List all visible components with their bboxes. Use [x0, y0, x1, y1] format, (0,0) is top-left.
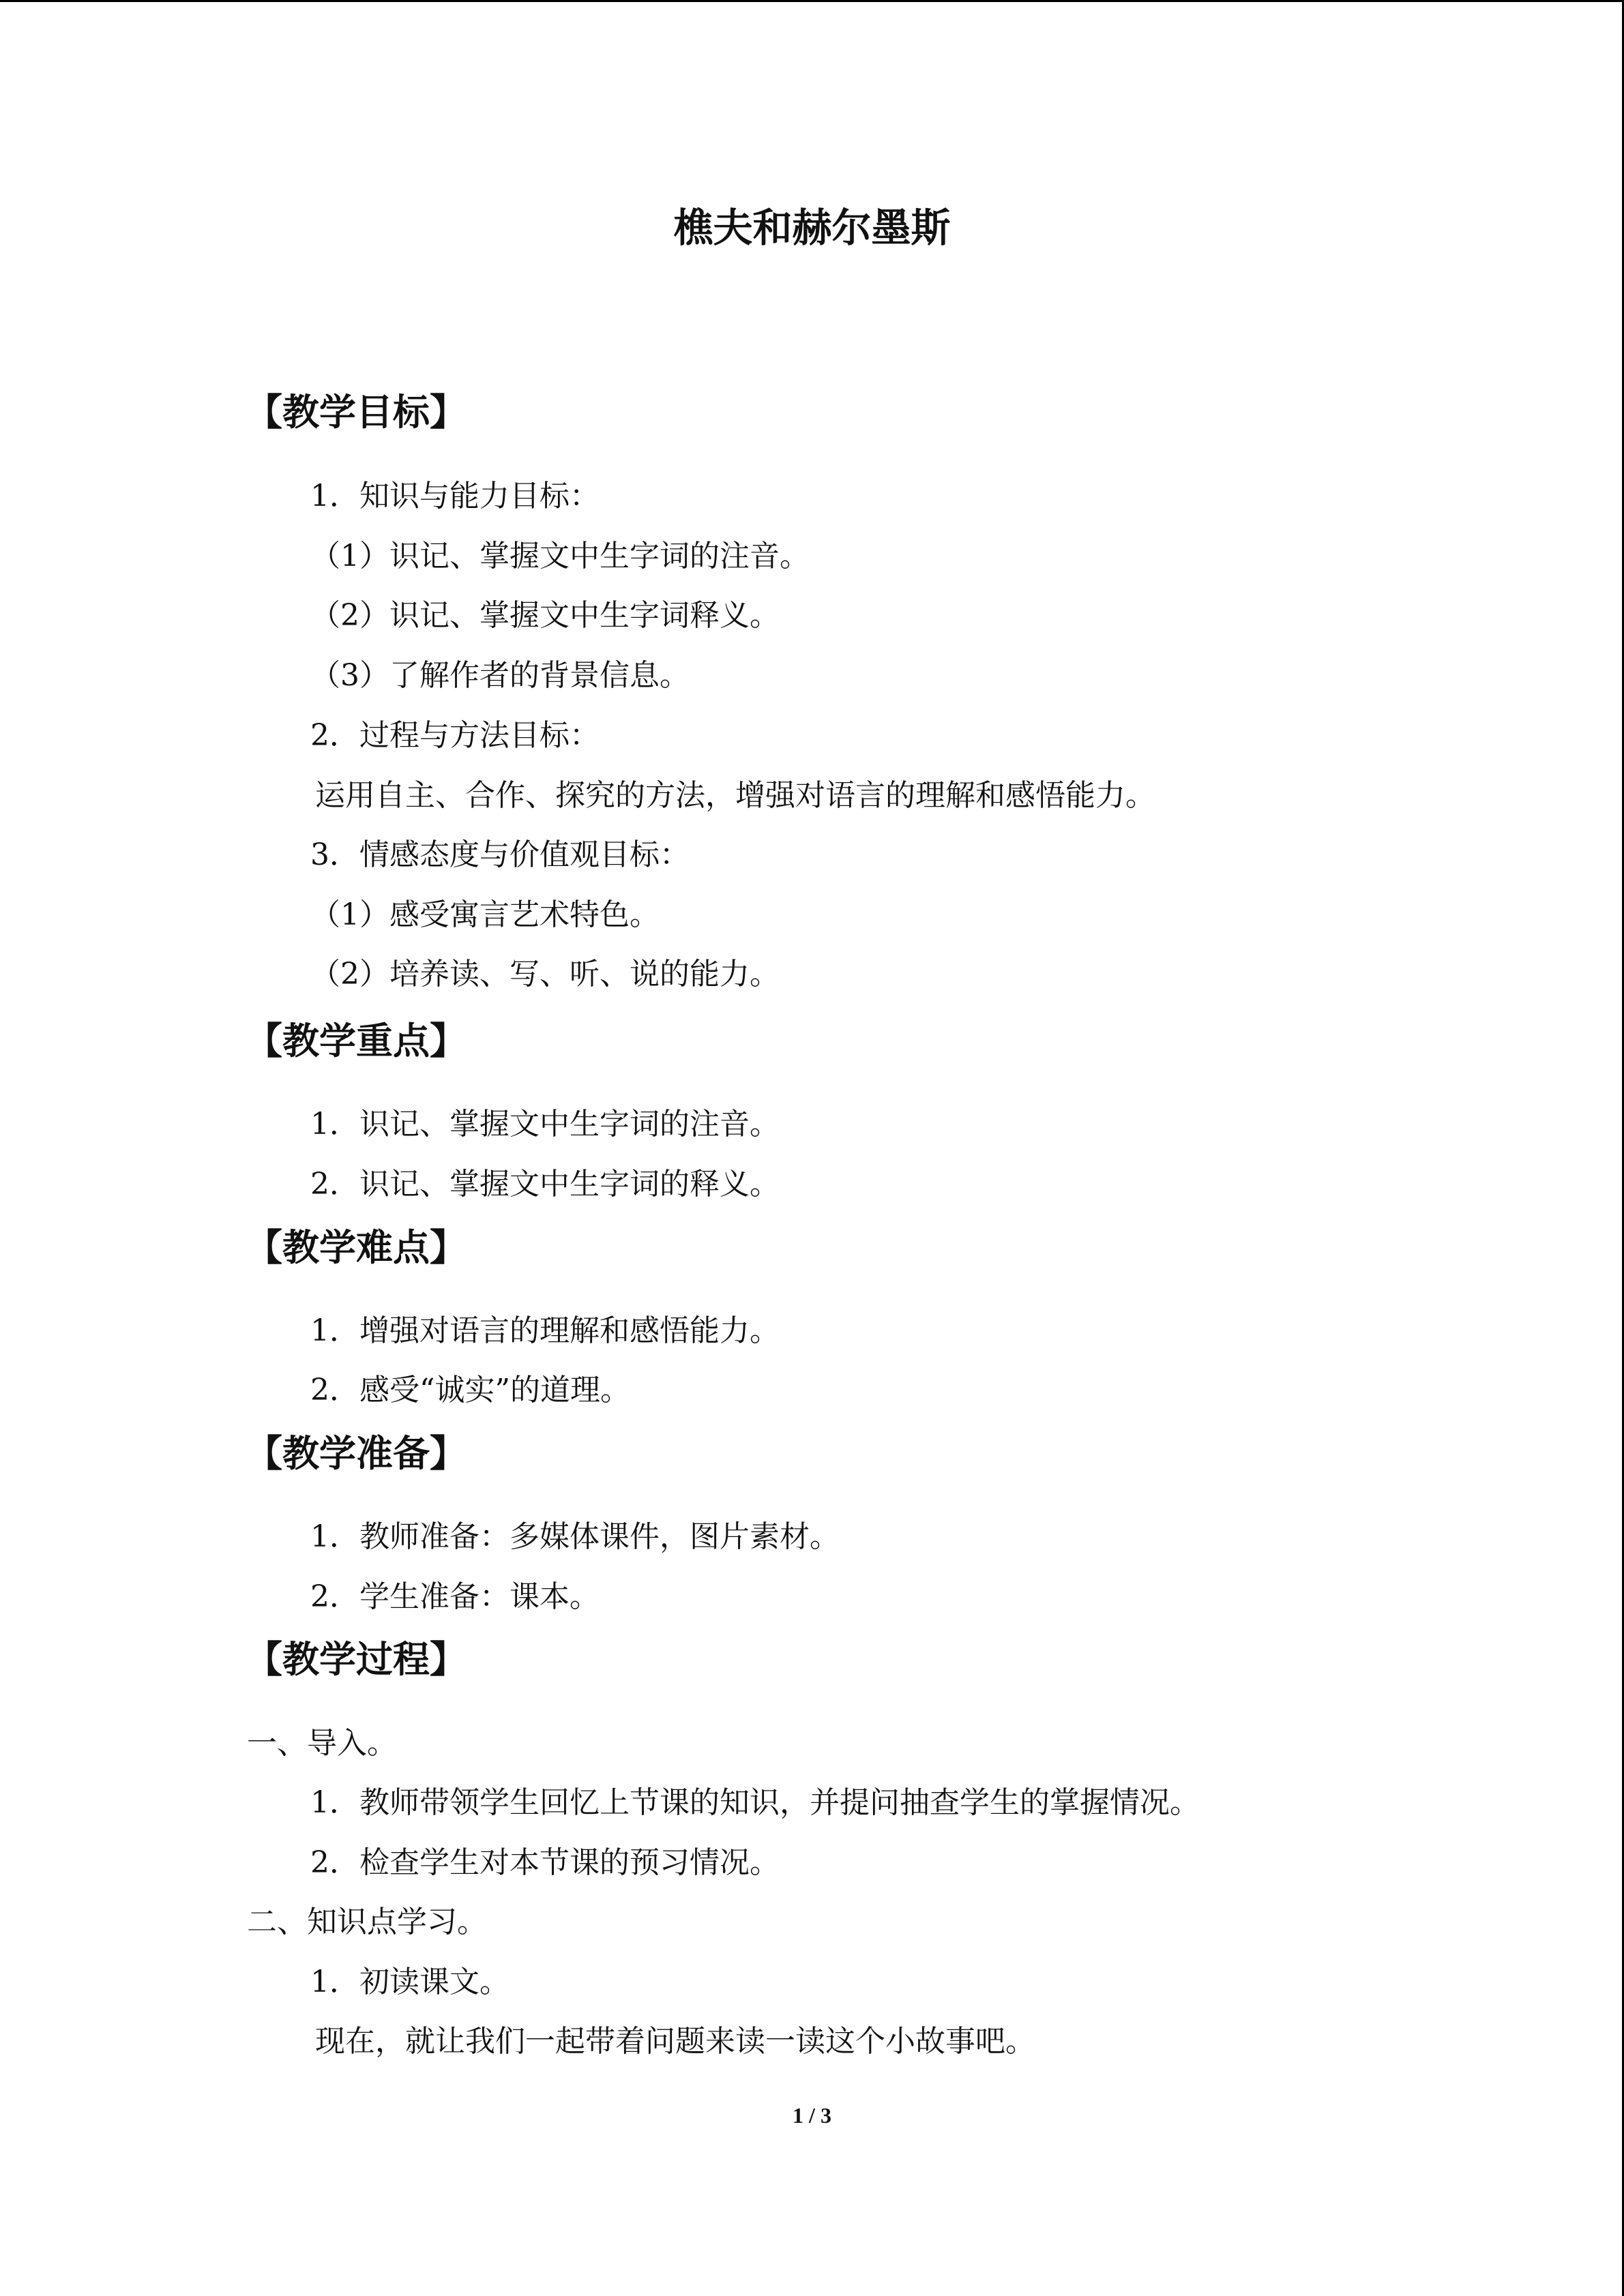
- preparation-line: 1．教师准备：多媒体课件，图片素材。: [310, 1519, 840, 1554]
- difficulties-line: 2．感受“诚实”的道理。: [310, 1373, 630, 1407]
- objectives-line: （1）识记、掌握文中生字词的注音。: [310, 539, 810, 573]
- objectives-line: 2．过程与方法目标：: [310, 718, 600, 753]
- heading-difficulties: 【教学难点】: [246, 1226, 467, 1269]
- process-line: 1．初读课文。: [310, 1965, 510, 1999]
- heading-process: 【教学过程】: [246, 1638, 467, 1681]
- objectives-line: 运用自主、合作、探究的方法，增强对语言的理解和感悟能力。: [315, 778, 1155, 813]
- heading-objectives: 【教学目标】: [246, 391, 467, 434]
- process-line: 2．检查学生对本节课的预习情况。: [310, 1845, 780, 1880]
- preparation-line: 2．学生准备：课本。: [310, 1579, 600, 1614]
- objectives-line: （3）了解作者的背景信息。: [310, 658, 690, 693]
- key-points-line: 2．识记、掌握文中生字词的释义。: [310, 1167, 780, 1202]
- objectives-line: （2）培养读、写、听、说的能力。: [310, 957, 780, 992]
- heading-key-points: 【教学重点】: [246, 1019, 467, 1062]
- objectives-line: 3．情感态度与价值观目标：: [310, 837, 690, 872]
- key-points-line: 1．识记、掌握文中生字词的注音。: [310, 1107, 780, 1142]
- document-title: 樵夫和赫尔墨斯: [673, 205, 951, 251]
- difficulties-line: 1．增强对语言的理解和感悟能力。: [310, 1313, 780, 1348]
- objectives-line: （2）识记、掌握文中生字词释义。: [310, 598, 780, 633]
- objectives-line: 1．知识与能力目标：: [310, 479, 600, 513]
- page-border-top: [0, 0, 1624, 2]
- heading-preparation: 【教学准备】: [246, 1432, 467, 1475]
- process-line: 1．教师带领学生回忆上节课的知识，并提问抽查学生的掌握情况。: [310, 1785, 1200, 1820]
- process-line: 一、导入。: [247, 1726, 397, 1761]
- process-line: 二、知识点学习。: [247, 1905, 487, 1939]
- process-line: 现在，就让我们一起带着问题来读一读这个小故事吧。: [315, 2024, 1035, 2059]
- objectives-line: （1）感受寓言艺术特色。: [310, 897, 660, 932]
- page-number: 1 / 3: [793, 2103, 831, 2128]
